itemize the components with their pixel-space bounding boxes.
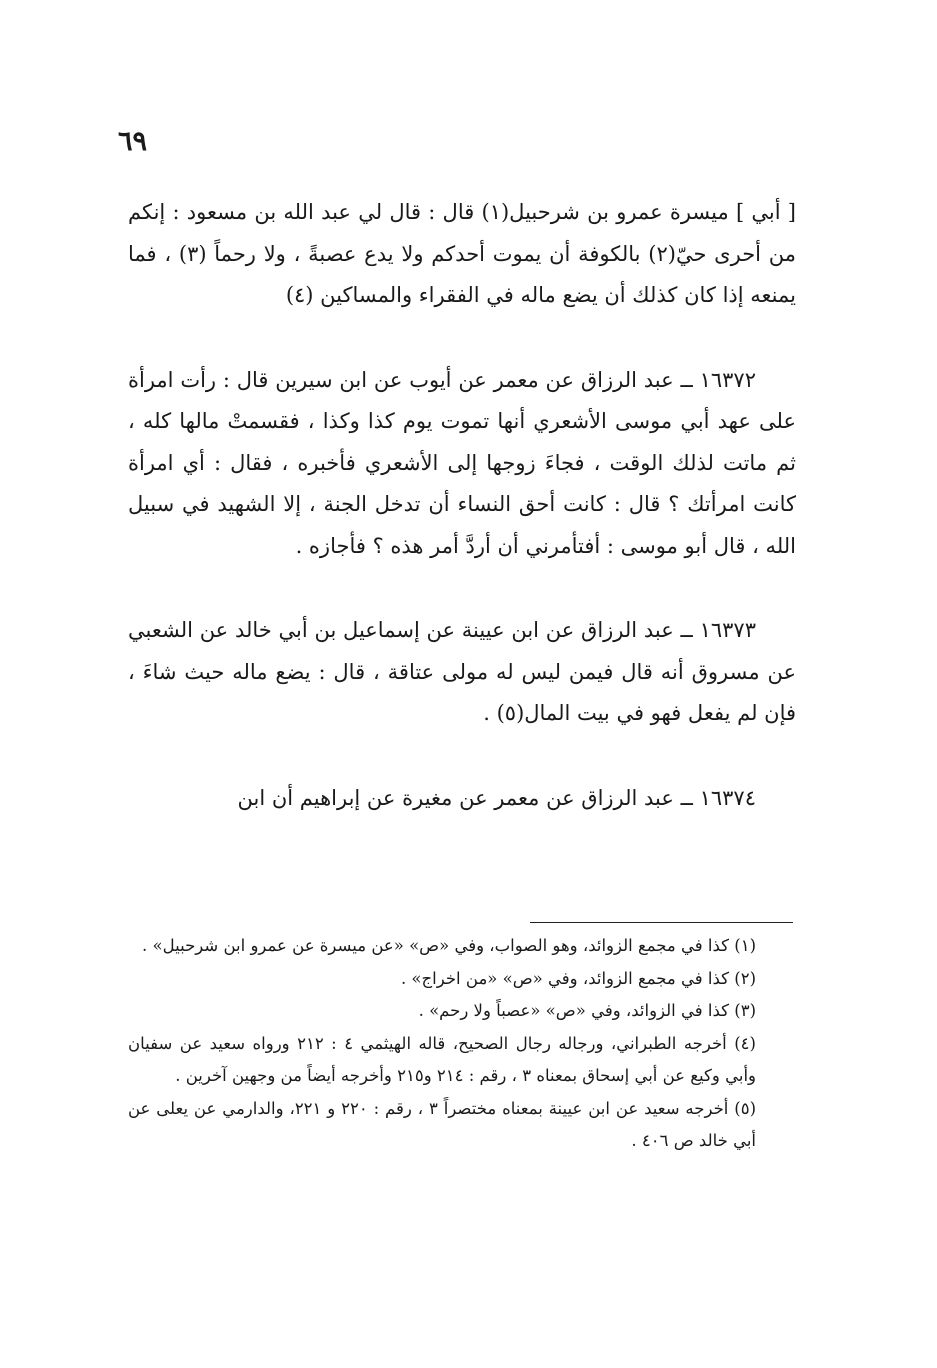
paragraph-continuation: [ أبي ] ميسرة عمرو بن شرحبيل(١) قال : قال لي عبد الله بن مسعود : إنكم من أحرى حيّ(٢) بالكوفة أن يموت أحدكم ولا يدع عصبةً ، ولا رحماً (٣) ، فما يمنعه إذا كان كذلك أن يضع ماله في الفقراء والمساكين (٤) (128, 200, 797, 307)
paragraph-hadith-16372: ١٦٣٧٢ ــ عبد الرزاق عن معمر عن أيوب عن ابن سيرين قال : رأت امرأة على عهد أبي موسى الأشعري أنها تموت يوم كذا وكذا ، فقسمتْ مالها كله ، ثم ماتت لذلك الوقت ، فجاءَ زوجها إلى الأشعري فأخبره ، فقال : أي امرأة كانت امرأتك ؟ قال : كانت أحق النساء أن تدخل الجنة ، إلا الشهيد في سبيل الله ، قال أبو موسى : أفتأمرني أن أردَّ أمر هذه ؟ فأجازه . (128, 367, 796, 558)
page-number: ٦٩ (118, 126, 148, 157)
main-text (128, 192, 796, 819)
paragraph-hadith-16374: ١٦٣٧٤ ــ عبد الرزاق عن معمر عن مغيرة عن إبراهيم أن ابن (237, 785, 756, 810)
footnote-1: (١) كذا في مجمع الزوائد، وهو الصواب، وفي «ص» «عن ميسرة عن عمرو ابن شرحبيل» . (142, 936, 756, 955)
footnote-4: (٤) أخرجه الطبراني، ورجاله رجال الصحيح، قاله الهيثمي ٤ : ٢١٢ ورواه سعيد عن سفيان وأبي وكيع عن أبي إسحاق بمعناه ٣ ، رقم : ٢١٤ و٢١٥ وأخرجه أيضاً من وجهين آخرين . (128, 1033, 756, 1085)
paragraph-hadith-16373: ١٦٣٧٣ ــ عبد الرزاق عن ابن عيينة عن إسماعيل بن أبي خالد عن الشعبي عن مسروق أنه قال فيمن ليس له مولى عتاقة ، قال : يضع ماله حيث شاءَ ، فإن لم يفعل فهو في بيت المال(٥) . (128, 618, 796, 725)
footnotes (128, 930, 796, 1158)
footnote-5: (٥) أخرجه سعيد عن ابن عيينة بمعناه مختصراً ٣ ، رقم : ٢٢٠ و ٢٢١، والدارمي عن يعلى عن أبي خالد ص ٤٠٦ . (128, 1098, 756, 1150)
footnote-divider (530, 922, 793, 923)
footnote-3: (٣) كذا في الزوائد، وفي «ص» «عصباً ولا رحم» . (418, 1001, 756, 1020)
footnote-2: (٢) كذا في مجمع الزوائد، وفي «ص» «من اخراج» . (400, 968, 756, 988)
